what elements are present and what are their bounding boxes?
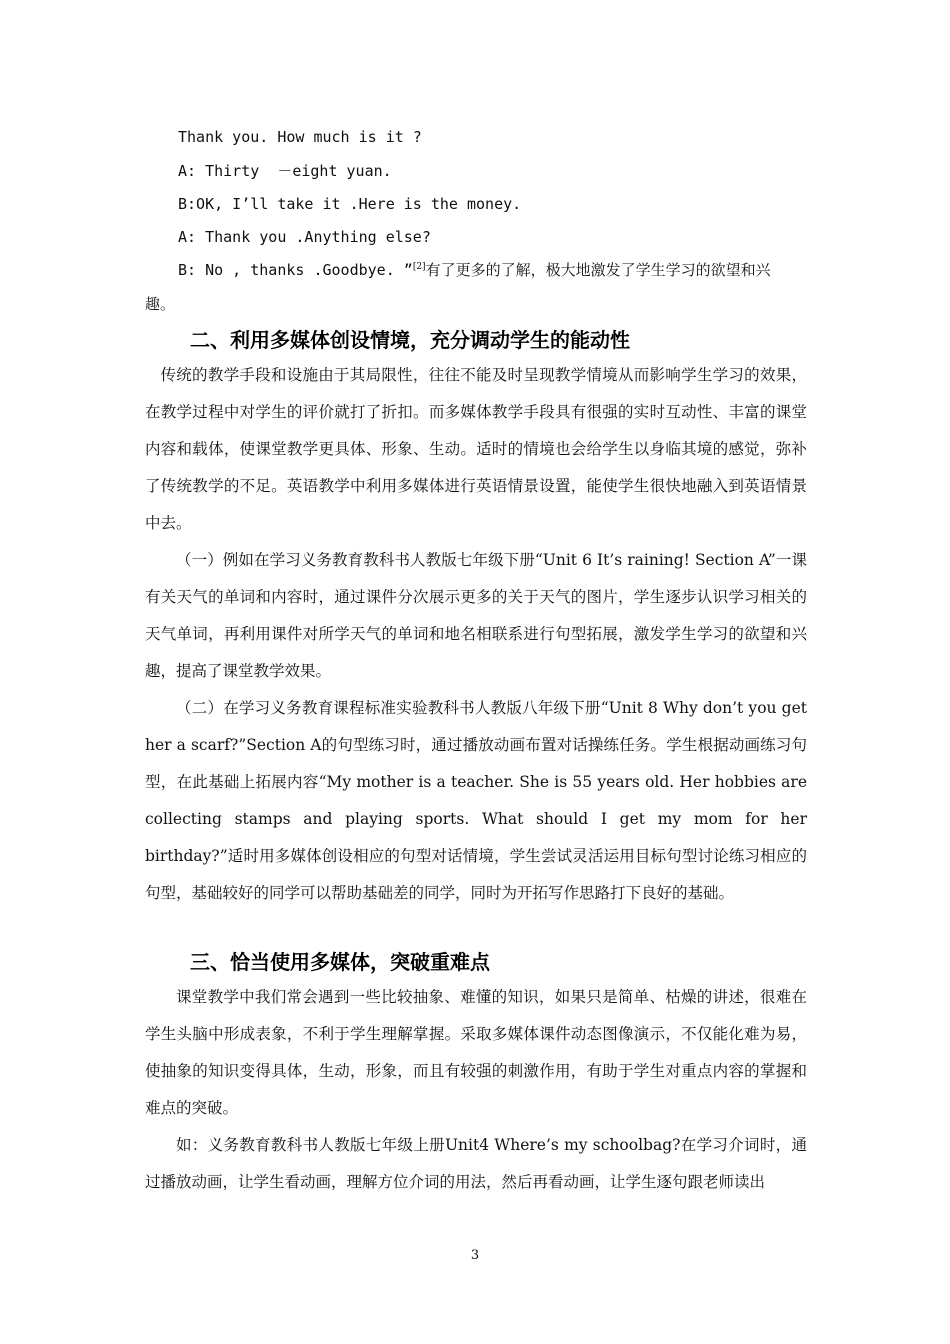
- section-3-body: [145, 979, 807, 1201]
- dialogue-line-5-text: B: No , thanks .Goodbye. ”: [178, 261, 413, 279]
- section-heading-3: 三、恰当使用多媒体，突破重难点: [190, 950, 490, 974]
- citation-marker: [2]: [412, 262, 426, 272]
- section-heading-2: 二、利用多媒体创设情境，充分调动学生的能动性: [190, 328, 630, 352]
- section-2-body: [145, 357, 807, 912]
- dialogue-line-5-continuation: 有了更多的了解，极大地激发了学生学习的欲望和兴: [425, 261, 771, 279]
- dialogue-line-4: A: Thank you .Anything else?: [178, 228, 431, 246]
- dialogue-line-3: B:OK, I’ll take it .Here is the money.: [178, 195, 522, 213]
- paragraph: 如：义务教育教科书人教版七年级上册Unit4 Where’s my schoolbag?在学习介词时，通过播放动画，让学生看动画，理解方位介词的用法，然后再看动画，让学生逐句跟老师读出: [145, 1136, 807, 1191]
- dialogue-line-2: A: Thirty －eight yuan.: [178, 162, 392, 180]
- paragraph: （一）例如在学习义务教育教科书人教版七年级下册“Unit 6 It’s raining! Section A”一课有关天气的单词和内容时，通过课件分次展示更多的关于天气的图片，学生逐步认识学习相关的天气单词，再利用课件对所学天气的单词和地名相联系进行句型拓展，激发学生学习的欲望和兴趣，提高了课堂教学效果。: [145, 551, 807, 680]
- dialogue-line-6: 趣。: [145, 295, 176, 313]
- page-number: 3: [470, 1248, 480, 1263]
- dialogue-line-5: [178, 260, 771, 280]
- paragraph: （二）在学习义务教育课程标准实验教科书人教版八年级下册“Unit 8 Why don’t you get her a scarf?”Section A的句型练习时，通过播放动画布置对话操练任务。学生根据动画练习句型，在此基础上拓展内容“My mother is a teacher. She is 55 years old. Her hobbies are collecting stamps and playing sports. What should I get my mom for her birthday?”适时用多媒体创设相应的句型对话情境，学生尝试灵活运用目标句型讨论练习相应的句型，基础较好的同学可以帮助基础差的同学，同时为开拓写作思路打下良好的基础。: [145, 699, 807, 902]
- dialogue-line-1: Thank you. How much is it ?: [178, 128, 422, 146]
- paragraph: 传统的教学手段和设施由于其局限性，往往不能及时呈现教学情境从而影响学生学习的效果，在教学过程中对学生的评价就打了折扣。而多媒体教学手段具有很强的实时互动性、丰富的课堂内容和载体，使课堂教学更具体、形象、生动。适时的情境也会给学生以身临其境的感觉，弥补了传统教学的不足。英语教学中利用多媒体进行英语情景设置，能使学生很快地融入到英语情景中去。: [145, 366, 807, 532]
- paragraph: 课堂教学中我们常会遇到一些比较抽象、难懂的知识，如果只是简单、枯燥的讲述，很难在学生头脑中形成表象，不利于学生理解掌握。采取多媒体课件动态图像演示，不仅能化难为易，使抽象的知识变得具体，生动，形象，而且有较强的刺激作用，有助于学生对重点内容的掌握和难点的突破。: [145, 988, 807, 1117]
